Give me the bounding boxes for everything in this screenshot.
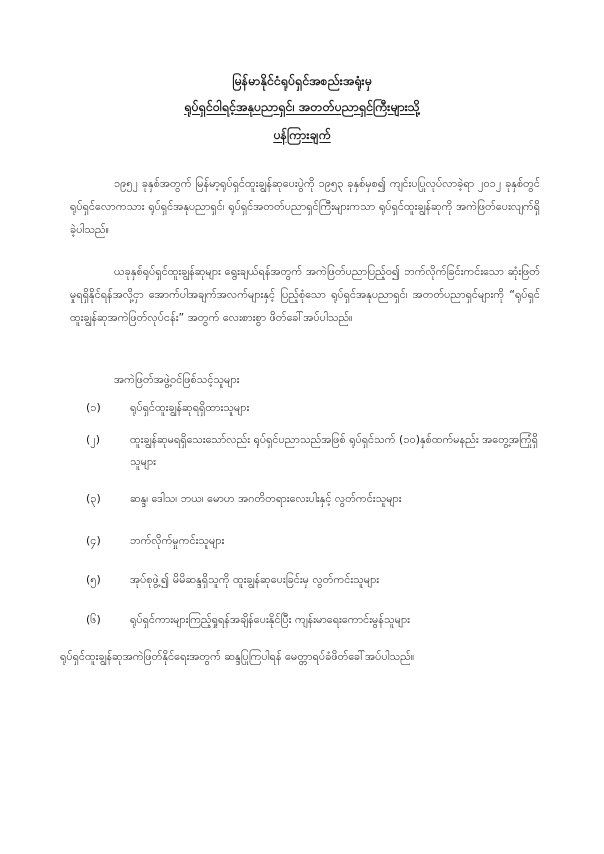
criteria-item-number: (၅): [86, 573, 101, 586]
criteria-item-text: ဆန္ဒ၊ ဒေါသ၊ ဘယ၊ မောဟ အဂတိတရားလေးပါးနှင့် လွတ်ကင်းသူများ: [130, 492, 402, 505]
criteria-item-number: (၄): [86, 534, 101, 547]
criteria-item-text: ဘက်လိုက်မှုကင်းသူများ: [130, 534, 225, 547]
criteria-item-number: (၃): [86, 492, 101, 505]
header-title: ပန်ကြားချက်: [273, 127, 331, 142]
header-organization: မြန်မာနိုင်ငံရုပ်ရှင်အစည်းအရုံးမှ: [232, 73, 372, 88]
criteria-item-text: ထူးချွန်ဆုမရရှိသေးသော်လည်း ရုပ်ရှင်ပညာသည်အဖြစ် ရုပ်ရှင်သက် (၁၀)နှစ်ထက်မနည်း အတွေ့အကြုံရှိသူများ: [130, 433, 538, 468]
paragraph-history: ၁၉၅၂ ခုနှစ်အတွက် မြန်မာ့ရုပ်ရှင်ထူးချွန်ဆုပေးပွဲကို ၁၉၅၃ ခုနှစ်မှစ၍ ကျင်းပပြုလုပ်လာခဲ့ရာ ၂၀၁၂ ခုနှစ်တွင် ရုပ်ရှင်လောကသား ရုပ်ရှင်အနုပညာရှင်၊ ရုပ်ရှင်အတတ်ပညာရှင်ကြီးများကသာ ရုပ်ရှင်ထူးချွန်ဆုကို အကဲဖြတ်ပေးလျက်ရှိခဲ့ပါသည်။: [70, 177, 540, 236]
criteria-item-number: (၁): [86, 401, 101, 414]
header-addressees: ရုပ်ရှင်ဝါရင့်အနုပညာရှင်၊ အတတ်ပညာရှင်ကြီးများသို့: [184, 99, 420, 114]
criteria-item-text: ရုပ်ရှင်ကားများကြည့်ရှုရန်အချိန်ပေးနိုင်ပြီး ကျန်းမာရေးကောင်းမွန်သူများ: [130, 613, 410, 626]
criteria-item-number: (၂): [86, 433, 100, 446]
criteria-heading: အကဲဖြတ်အဖွဲ့ဝင်ဖြစ်သင့်သူများ: [114, 373, 240, 386]
paragraph-invitation: ယခုနှစ်ရုပ်ရှင်ထူးချွန်ဆုများ ရွေးချယ်ရန်အတွက် အကဲဖြတ်ပညာပြည့်ဝ၍ ဘက်လိုက်ခြင်းကင်းသော ဆုံးဖြတ်မှုရရှိနိုင်ရန်အလို့ငှာ အောက်ပါအချက်အလက်များနှင့် ပြည့်စုံသော ရုပ်ရှင်အနုပညာရှင်၊ အတတ်ပညာရှင်များကို “ရုပ်ရှင်ထူးချွန်ဆုအကဲဖြတ်လုပ်ငန်း” အတွက် လေးစားစွာ ဖိတ်ခေါ်အပ်ပါသည်။: [70, 265, 540, 324]
criteria-item-text: ရုပ်ရှင်ထူးချွန်ဆုရရှိထားသူများ: [130, 401, 250, 414]
criteria-item-number: (၆): [86, 613, 101, 626]
criteria-item-text: အုပ်စုဖွဲ့၍ မိမိဆန္ဒရှိသူကို ထူးချွန်ဆုပေးခြင်းမှ လွတ်ကင်းသူများ: [130, 573, 380, 586]
closing-statement: ရုပ်ရှင်ထူးချွန်ဆုအကဲဖြတ်နိုင်ရေးအတွက် ဆန္ဒပြုကြပါရန် မေတ္တာရပ်ခံဖိတ်ခေါ်အပ်ပါသည်။: [60, 650, 415, 663]
